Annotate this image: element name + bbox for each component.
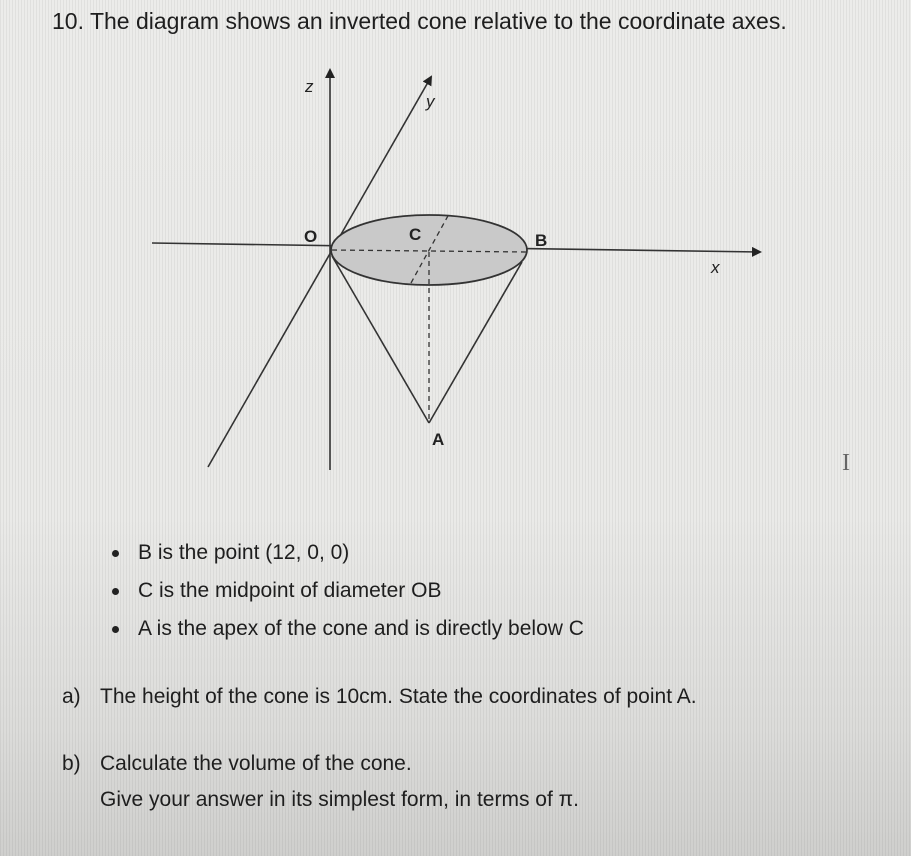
cone-side-right [429, 262, 522, 423]
part-b-text-2: Give your answer in its simplest form, in terms of π. [100, 788, 579, 811]
label-A: A [432, 430, 445, 449]
label-B: B [535, 231, 548, 250]
part-b-text: Calculate the volume of the cone. [100, 752, 412, 775]
bullet-dot [112, 626, 119, 633]
label-O: O [304, 227, 318, 246]
bullet-item: A is the apex of the cone and is directly below C [138, 617, 584, 640]
part-a-label: a) [62, 685, 81, 708]
part-a-text: The height of the cone is 10cm. State the coordinates of point A. [100, 685, 697, 708]
label-C: C [409, 225, 422, 244]
label-z: z [305, 77, 314, 96]
part-b-label: b) [62, 752, 81, 775]
label-y: y [426, 92, 435, 111]
bullet-item: C is the midpoint of diameter OB [138, 579, 442, 602]
label-x: x [711, 258, 720, 277]
text-cursor-icon: I [842, 450, 850, 476]
question-title: 10. The diagram shows an inverted cone relative to the coordinate axes. [52, 8, 787, 34]
bullet-item: B is the point (12, 0, 0) [138, 541, 350, 564]
bullet-dot [112, 550, 119, 557]
bullet-dot [112, 588, 119, 595]
